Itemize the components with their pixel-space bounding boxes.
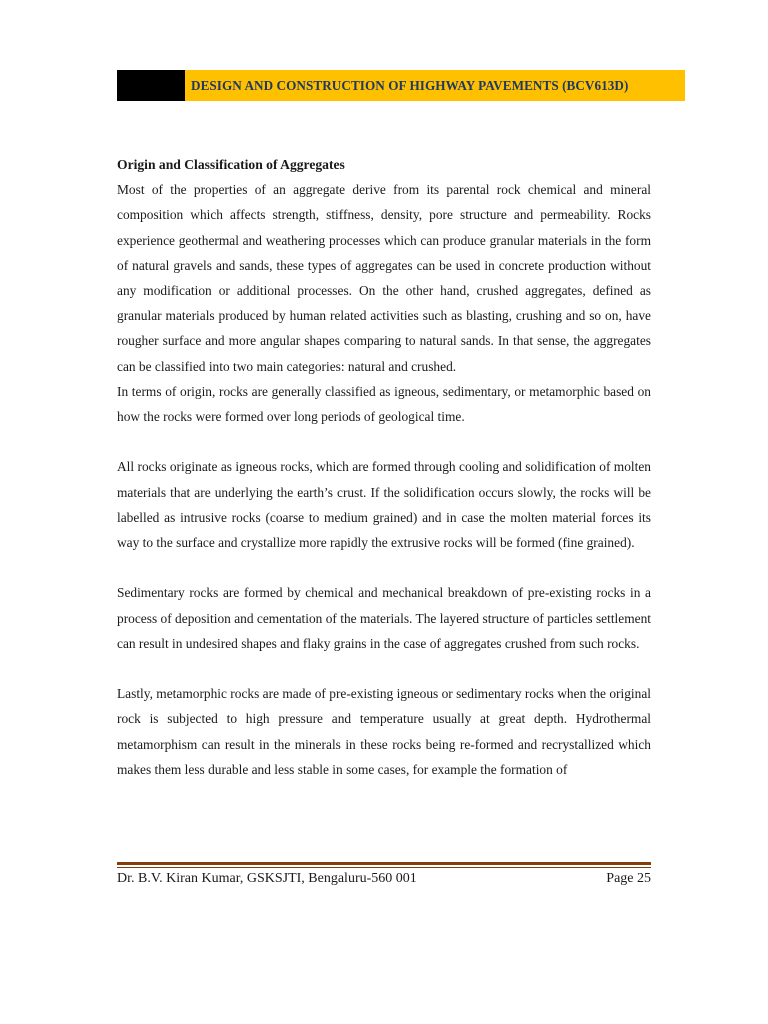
running-header xyxy=(117,70,685,101)
paragraph-origin: In terms of origin, rocks are generally classified as igneous, sedimentary, or metamorphic based on how the rocks were formed over long periods of geological time. xyxy=(117,383,651,425)
header-black-block xyxy=(117,70,185,101)
page-footer xyxy=(117,869,651,889)
paragraph-metamorphic: Lastly, metamorphic rocks are made of pre-existing igneous or sedimentary rocks when the original rock is subjected to high pressure and temperature usually at great depth. Hydrothermal metamorphism can result in the minerals in these rocks being re-formed and recrystallized which makes them less durable and less stable in some cases, for example the formation of xyxy=(117,686,651,777)
paragraph-igneous: All rocks originate as igneous rocks, which are formed through cooling and solidification of molten materials that are underlying the earth’s crust. If the solidification occurs slowly, the rocks will be labelled as intrusive rocks (coarse to medium grained) and in case the molten material forces its way to the surface and crystallize more rapidly the extrusive rocks will be formed (fine grained). xyxy=(117,459,651,551)
footer-rule-thin xyxy=(117,867,651,868)
header-title: DESIGN AND CONSTRUCTION OF HIGHWAY PAVEMENTS (BCV613D) xyxy=(191,77,629,93)
footer-author: Dr. B.V. Kiran Kumar, GSKSJTI, Bengaluru-560 001 xyxy=(117,871,417,886)
page-number: Page 25 xyxy=(606,871,651,886)
page-body xyxy=(117,152,651,782)
section-heading: Origin and Classification of Aggregates xyxy=(117,157,345,172)
paragraph-properties: Most of the properties of an aggregate derive from its parental rock chemical and mineral composition which affects strength, stiffness, density, pore structure and permeability. Rocks experience geothermal and weathering processes which can produce granular materials in the form of natural gravels and sands, these types of aggregates can be used in concrete production without any modification or additional processes. On the other hand, crushed aggregates, defined as granular materials produced by human related activities such as blasting, crushing and so on, have rougher surface and more angular shapes comparing to natural sands. In that sense, the aggregates can be classified into two main categories: natural and crushed. xyxy=(117,182,651,374)
header-title-band xyxy=(185,70,685,101)
paragraph-sedimentary: Sedimentary rocks are formed by chemical and mechanical breakdown of pre-existing rocks in a process of deposition and cementation of the materials. The layered structure of particles settlement can result in undesired shapes and flaky grains in the case of aggregates crushed from such rocks. xyxy=(117,585,651,651)
footer-rule-thick xyxy=(117,862,651,865)
